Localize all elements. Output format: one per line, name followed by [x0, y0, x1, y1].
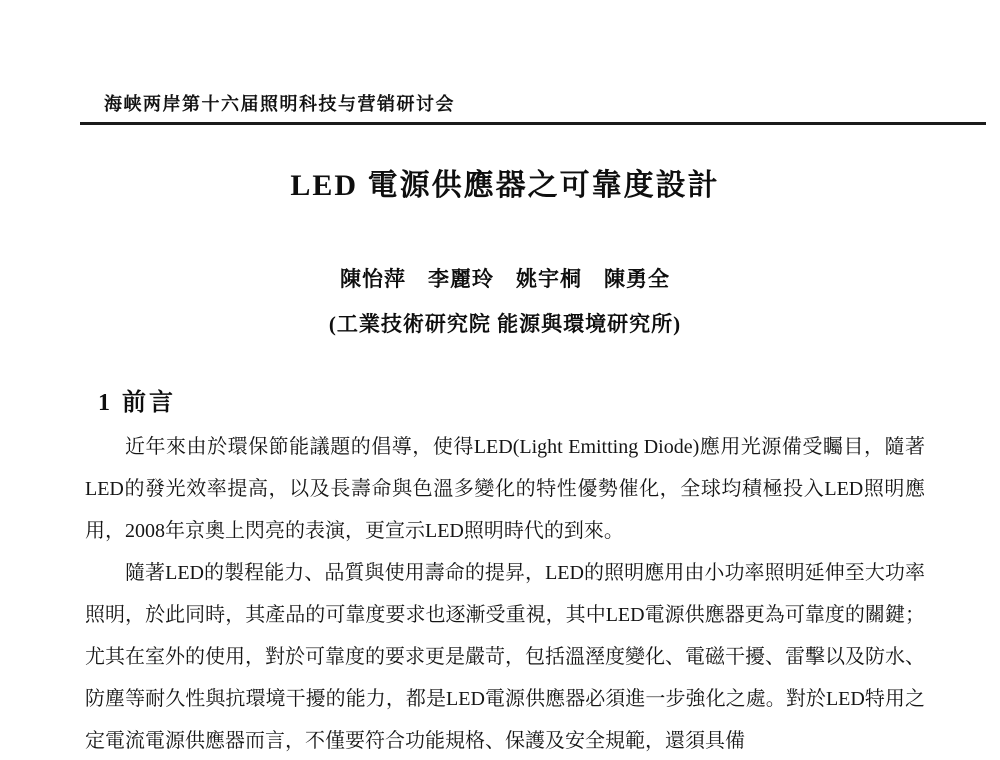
paragraph-2: 隨著LED的製程能力、品質與使用壽命的提昇，LED的照明應用由小功率照明延伸至大功率照明，於此同時，其產品的可靠度要求也逐漸受重視，其中LED電源供應器更為可靠度的關鍵；尤其在室外的使用，對於可靠度的要求更是嚴苛，包括溫溼度變化、電磁干擾、雷擊以及防水、防塵等耐久性與抗環境干擾的能力，都是LED電源供應器必須進一步強化之處。對於LED特用之定電流電源供應器而言，不僅要符合功能規格、保護及安全規範，還須具備	[85, 562, 925, 752]
authors-line: 陳怡萍 李麗玲 姚宇桐 陳勇全	[340, 267, 670, 291]
header-divider-rule	[80, 122, 986, 125]
body-text-block	[85, 426, 925, 760]
section-heading-introduction: 1 前言	[98, 390, 176, 416]
conference-header: 海峡两岸第十六届照明科技与营销研讨会	[104, 94, 455, 114]
paragraph-1: 近年來由於環保節能議題的倡導，使得LED(Light Emitting Diode)應用光源備受矚目，隨著LED的發光效率提高，以及長壽命與色溫多變化的特性優勢催化，全球均積極投入LED照明應用，2008年京奧上閃亮的表演，更宣示LED照明時代的到來。	[85, 436, 925, 542]
affiliation-line: (工業技術研究院 能源與環境研究所)	[328, 312, 682, 336]
paper-title: LED 電源供應器之可靠度設計	[290, 169, 720, 202]
